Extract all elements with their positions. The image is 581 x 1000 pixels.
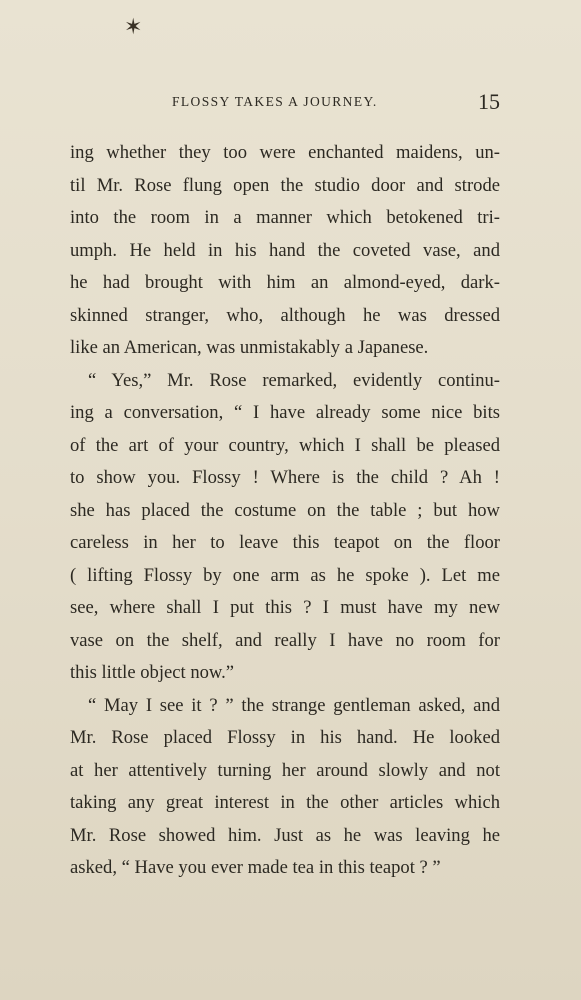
page-number: 15 xyxy=(478,89,500,114)
text-line: Mr. Rose showed him. Just as he was leaving he xyxy=(70,824,500,846)
ink-mark-icon: ✶ xyxy=(124,14,143,39)
text-line: umph. He held in his hand the coveted vase, and xyxy=(70,239,500,261)
text-line: see, where shall I put this ? I must have my new xyxy=(70,597,500,618)
text-line: taking any great interest in the other articles which xyxy=(70,792,500,813)
text-line: to show you. Flossy ! Where is the child ? Ah ! xyxy=(70,467,500,488)
text-line: of the art of your country, which I shall be pleased xyxy=(70,434,500,456)
page-header xyxy=(70,89,502,114)
running-head: FLOSSY TAKES A JOURNEY. xyxy=(172,94,378,109)
text-line: careless in her to leave this teapot on the floor xyxy=(70,532,500,553)
text-line: vase on the shelf, and really I have no room for xyxy=(70,629,500,651)
text-line: “ May I see it ? ” the strange gentleman asked, and xyxy=(88,694,500,716)
text-line: she has placed the costume on the table ; but how xyxy=(70,499,500,521)
text-line: he had brought with him an almond-eyed, dark- xyxy=(70,272,500,293)
text-line: at her attentively turning her around slowly and not xyxy=(70,759,500,781)
text-line: til Mr. Rose flung open the studio door and strode xyxy=(70,174,500,196)
body-text xyxy=(70,137,500,885)
text-line: skinned stranger, who, although he was dressed xyxy=(70,304,500,326)
text-line: asked, “ Have you ever made tea in this teapot ? ” xyxy=(70,857,441,878)
text-line: ( lifting Flossy by one arm as he spoke ). Let me xyxy=(70,564,500,586)
text-line: “ Yes,” Mr. Rose remarked, evidently continu- xyxy=(88,369,500,391)
text-line: like an American, was unmistakably a Japanese. xyxy=(70,337,429,358)
text-line: ing a conversation, “ I have already some nice bits xyxy=(70,402,500,423)
text-line: this little object now.” xyxy=(70,662,235,683)
text-line: Mr. Rose placed Flossy in his hand. He looked xyxy=(70,727,500,748)
text-line: ing whether they too were enchanted maidens, un- xyxy=(70,142,500,163)
text-line: into the room in a manner which betokened tri- xyxy=(70,207,500,228)
